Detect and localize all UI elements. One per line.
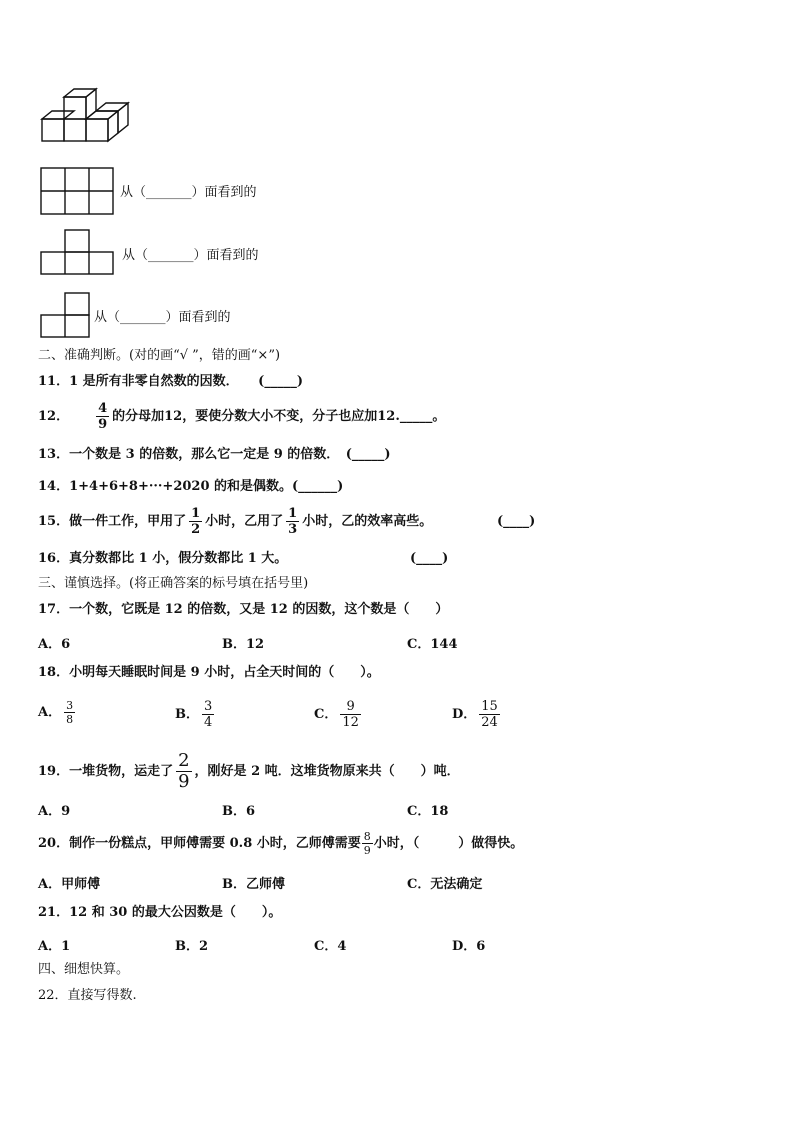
q16-blank: (____): [410, 551, 449, 566]
q19-pre: 19．一堆货物，运走了: [38, 764, 174, 779]
section4-heading: 四、细想快算。: [38, 962, 130, 977]
q12-rest: 的分母加12，要使分数大小不变，分子也应加12._____。: [112, 409, 446, 424]
q15-fraction-2: $\frac{1}{3}$: [288, 506, 298, 537]
q18-option-b: B． $\frac{3}{4}$: [175, 699, 213, 730]
q20-pre: 20．制作一份糕点，甲师傅需要 0.8 小时，乙师傅需要: [38, 836, 361, 851]
section3-heading: 三、谨慎选择。(将正确答案的标号填在括号里): [38, 576, 309, 591]
question-20: [38, 826, 523, 862]
question-21: 21．12 和 30 的最大公因数是（ ）。: [38, 905, 282, 920]
q17-option-a: A．6: [38, 637, 71, 652]
question-18: 18．小明每天睡眠时间是 9 小时，占全天时间的（ ）。: [38, 665, 380, 680]
q15-post: 小时，乙的效率高些。: [302, 514, 433, 529]
q17-option-b: B．12: [222, 637, 265, 652]
question-17: 17．一个数，它既是 12 的倍数，又是 12 的因数，这个数是（ ）: [38, 602, 449, 617]
q19-option-b: B．6: [222, 804, 256, 819]
question-12: [38, 398, 445, 436]
question-13: 13．一个数是 3 的倍数，那么它一定是 9 的倍数． (_____): [38, 447, 391, 462]
q20-option-a: A．甲师傅: [38, 877, 101, 892]
cube-stack-figure: [40, 86, 136, 144]
question-11: 11．1 是所有非零自然数的因数． (_____): [38, 374, 303, 389]
q12-number: 12．: [38, 409, 70, 424]
q15-mid: 小时，乙用了: [205, 514, 284, 529]
q20-post: 小时，（ ）做得快。: [373, 836, 524, 851]
q15-fraction-1: $\frac{1}{2}$: [191, 506, 201, 537]
q21-option-b: B．2: [175, 939, 209, 954]
q20-option-c: C．无法确定: [407, 877, 483, 892]
view-shape-3: [40, 292, 90, 338]
q20-option-b: B．乙师傅: [222, 877, 285, 892]
q15-blank: (____): [497, 514, 536, 529]
q21-option-c: C．4: [314, 939, 347, 954]
view-1-label: 从（_______）面看到的: [120, 185, 257, 200]
q17-option-c: C．144: [407, 637, 458, 652]
section2-heading: 二、准确判断。(对的画“√ ”，错的画“×”): [38, 348, 281, 363]
question-16: 16．真分数都比 1 小，假分数都比 1 大。: [38, 551, 288, 566]
q15-pre: 15．做一件工作，甲用了: [38, 514, 187, 529]
question-14: 14．1+4+6+8+···+2020 的和是偶数。(______): [38, 479, 344, 494]
q18-option-a: A． $\frac{3}{8}$: [38, 699, 74, 726]
view-2-label: 从（_______）面看到的: [122, 248, 259, 263]
question-22: 22．直接写得数.: [38, 988, 137, 1003]
q20-fraction: $\frac{8}{9}$: [363, 830, 371, 857]
q19-option-c: C．18: [407, 804, 449, 819]
view-shape-2: [40, 229, 114, 275]
q18-option-d: D． $\frac{15}{24}$: [452, 699, 498, 730]
q19-option-a: A．9: [38, 804, 71, 819]
view-shape-1: [40, 167, 114, 215]
q21-option-d: D．6: [452, 939, 486, 954]
question-15: [38, 503, 432, 541]
q21-option-a: A．1: [38, 939, 71, 954]
q18-option-c: C． $\frac{9}{12}$: [314, 699, 359, 730]
view-3-label: 从（_______）面看到的: [94, 310, 231, 325]
q19-post: ，刚好是 2 吨．这堆货物原来共（ ）吨．: [194, 764, 460, 779]
q19-fraction: $\frac{2}{9}$: [178, 750, 190, 792]
question-19: [38, 750, 460, 794]
q12-fraction: $\frac{4}{9}$: [98, 401, 108, 432]
